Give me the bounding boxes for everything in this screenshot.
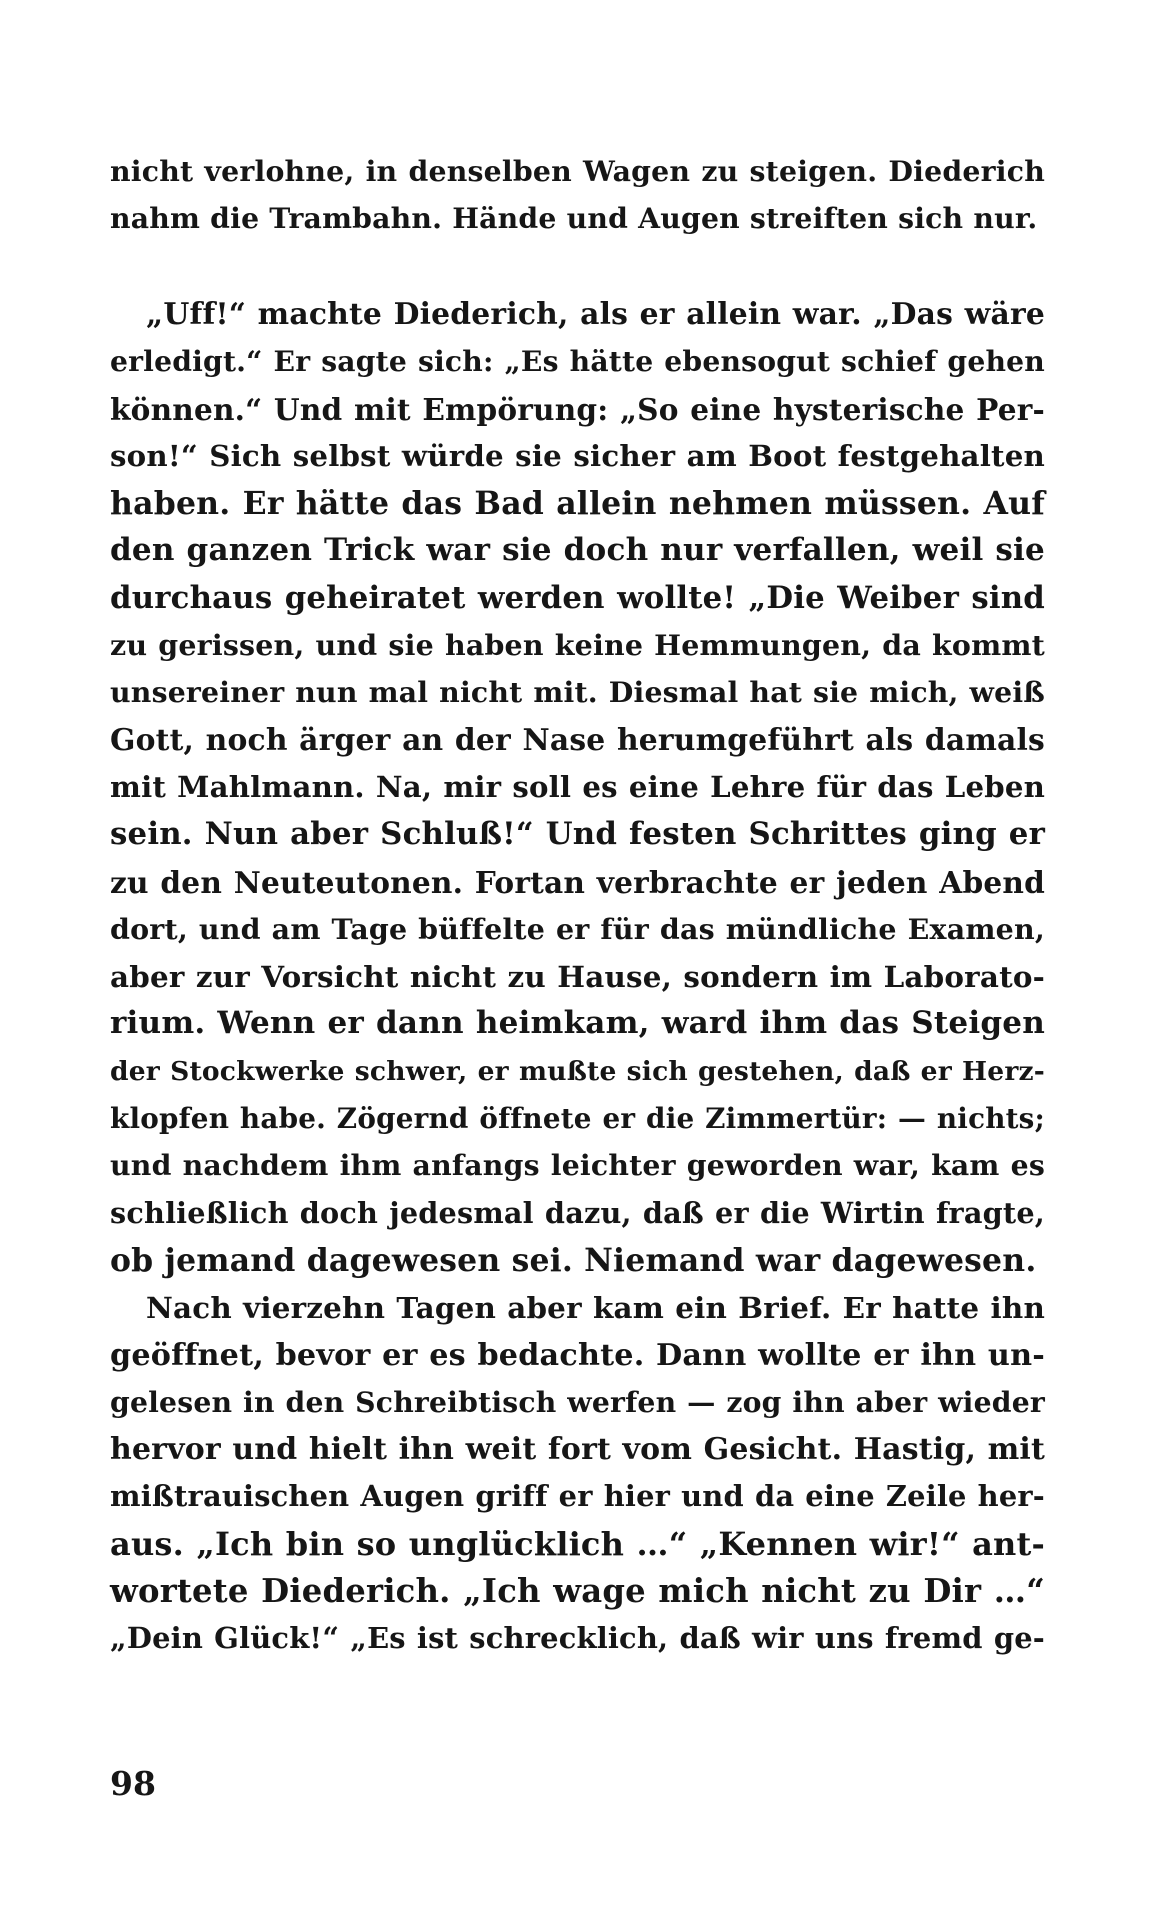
text-line: aber zur Vorsicht nicht zu Hause, sondern im Laborato- — [110, 959, 1045, 995]
text-line: Gott, noch ärger an der Nase herumgeführt als damals — [110, 722, 1045, 758]
text-line: mißtrauischen Augen griff er hier und da eine Zeile her- — [110, 1479, 1045, 1514]
text-line: son!“ Sich selbst würde sie sicher am Boot festgehalten — [110, 438, 1045, 473]
text-line: klopfen habe. Zögernd öffnete er die Zimmertür: — nichts; — [110, 1102, 1045, 1136]
text-line: rium. Wenn er dann heimkam, ward ihm das Steigen — [110, 1005, 1045, 1042]
text-line: mit Mahlmann. Na, mir soll es eine Lehre für das Leben — [110, 769, 1045, 804]
text-line: gelesen in den Schreibtisch werfen — zog ihn aber wieder — [110, 1384, 1045, 1419]
text-line: geöffnet, bevor er es bedachte. Dann wollte er ihn un- — [110, 1337, 1045, 1373]
text-line: wortete Diederich. „Ich wage mich nicht zu Dir …“ — [110, 1572, 1045, 1611]
text-line: erledigt.“ Er sagte sich: „Es hätte ebensogut schief gehen — [110, 345, 1045, 379]
text-line: nicht verlohne, in denselben Wagen zu steigen. Diederich — [110, 154, 1045, 188]
paragraph-1 — [110, 148, 1045, 243]
text-line: können.“ Und mit Empörung: „So eine hysterische Per- — [110, 391, 1045, 427]
text-line: den ganzen Trick war sie doch nur verfallen, weil sie — [110, 532, 1045, 569]
paragraph-3 — [110, 1284, 1045, 1662]
text-line: schließlich doch jedesmal dazu, daß er die Wirtin fragte, — [110, 1195, 1045, 1230]
text-line: dort, und am Tage büffelte er für das mündliche Examen, — [110, 911, 1045, 946]
text-line: Nach vierzehn Tagen aber kam ein Brief. Er hatte ihn — [146, 1290, 1045, 1326]
text-line: sein. Nun aber Schluß!“ Und festen Schrittes ging er — [110, 816, 1045, 853]
text-line: zu gerissen, und sie haben keine Hemmungen, da kommt — [110, 628, 1045, 663]
text-line: nahm die Trambahn. Hände und Augen streiften sich nur. — [110, 201, 1038, 236]
text-line: hervor und hielt ihn weit fort vom Gesicht. Hastig, mit — [110, 1432, 1045, 1468]
text-line: der Stockwerke schwer, er mußte sich gestehen, daß er Herz- — [110, 1055, 1045, 1087]
paragraph-group — [110, 291, 1045, 1663]
paragraph-2 — [110, 291, 1045, 1284]
text-line: zu den Neuteutonen. Fortan verbrachte er jeden Abend — [110, 864, 1045, 900]
text-line: und nachdem ihm anfangs leichter geworden war, kam es — [110, 1148, 1045, 1183]
text-line: aus. „Ich bin so unglücklich …“ „Kennen wir!“ ant- — [110, 1524, 1045, 1563]
text-line: haben. Er hätte das Bad allein nehmen müssen. Auf — [110, 485, 1045, 523]
text-line: ob jemand dagewesen sei. Niemand war dagewesen. — [110, 1241, 1037, 1279]
text-line: „Dein Glück!“ „Es ist schrecklich, daß wir uns fremd ge- — [110, 1621, 1045, 1656]
text-line: unsereiner nun mal nicht mit. Diesmal hat sie mich, weiß — [110, 675, 1045, 710]
text-line: durchaus geheiratet werden wollte! „Die Weiber sind — [110, 579, 1045, 616]
text-line: „Uff!“ machte Diederich, als er allein war. „Das wäre — [146, 297, 1045, 332]
page-number: 98 — [110, 1764, 156, 1803]
